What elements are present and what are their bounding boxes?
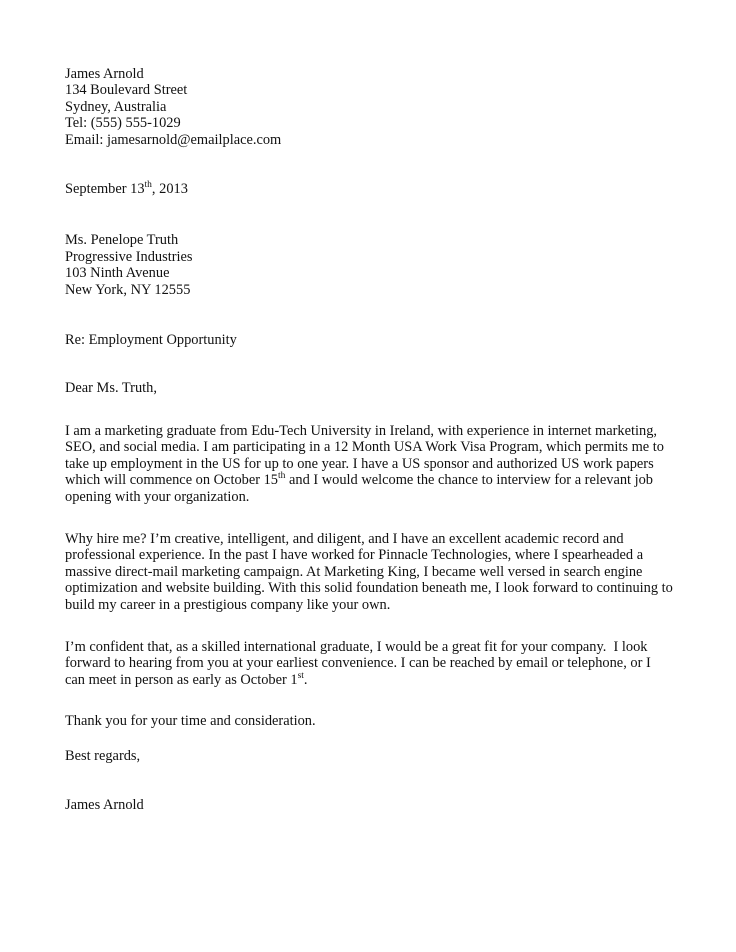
recipient-company: Progressive Industries — [65, 248, 193, 265]
paragraph-3-text-before-ordinal: I’m confident that, as a skilled international graduate, I would be a great fit for your company. I look forward to hearing from you at your earliest convenience. I can be reached by email or telephone, or I can meet in person as early as October 1 — [65, 638, 655, 688]
letter-date — [65, 181, 680, 197]
paragraph-1-ordinal-suffix: th — [278, 471, 286, 482]
subject-line: Re: Employment Opportunity — [65, 332, 237, 349]
closing-thanks: Thank you for your time and consideration. — [65, 713, 316, 730]
closing-regards: Best regards, — [65, 747, 141, 764]
sender-phone: Tel: (555) 555-1029 — [65, 115, 181, 132]
body-paragraph-2: Why hire me? I’m creative, intelligent, and diligent, and I have an excellent academic record and professional experience. In the past I have worked for Pinnacle Technologies, where I spearheaded a massive direct-mail marketing campaign. At Marketing King, I became well versed in search engine optimization and website building. With this solid foundation beneath me, I look forward to continuing to build my career in a prestigious company like your own. — [65, 530, 677, 613]
recipient-name: Ms. Penelope Truth — [65, 232, 179, 249]
salutation: Dear Ms. Truth, — [65, 380, 157, 397]
sender-email: Email: jamesarnold@emailplace.com — [65, 131, 282, 148]
recipient-city-state-zip: New York, NY 12555 — [65, 281, 191, 298]
sender-city: Sydney, Australia — [65, 98, 167, 115]
sender-name: James Arnold — [65, 66, 144, 82]
body-paragraph-1 — [65, 423, 673, 505]
date-year: , 2013 — [151, 181, 188, 198]
sender-address-block — [65, 66, 680, 148]
recipient-address-block — [65, 232, 680, 298]
recipient-street: 103 Ninth Avenue — [65, 265, 170, 282]
paragraph-1-text-after-ordinal: and I would welcome the chance to interview for a relevant job opening with your organization. — [65, 472, 657, 505]
paragraph-1-text-before-ordinal: I am a marketing graduate from Edu-Tech University in Ireland, with experience in internet marketing, SEO, and social media. I am participating in a 12 Month USA Work Visa Program, which permits me to take up employment in the US for up to one year. I have a US sponsor and authorized US work papers which will commence on October 15 — [65, 422, 668, 489]
paragraph-3-ordinal-suffix: st — [297, 670, 304, 681]
sender-street: 134 Boulevard Street — [65, 82, 188, 99]
paragraph-3-text-after-ordinal: . — [303, 671, 308, 688]
date-month-day: September 13 — [65, 181, 145, 198]
date-ordinal-suffix: th — [144, 180, 152, 191]
body-paragraph-3 — [65, 639, 673, 688]
signature-name: James Arnold — [65, 796, 144, 813]
